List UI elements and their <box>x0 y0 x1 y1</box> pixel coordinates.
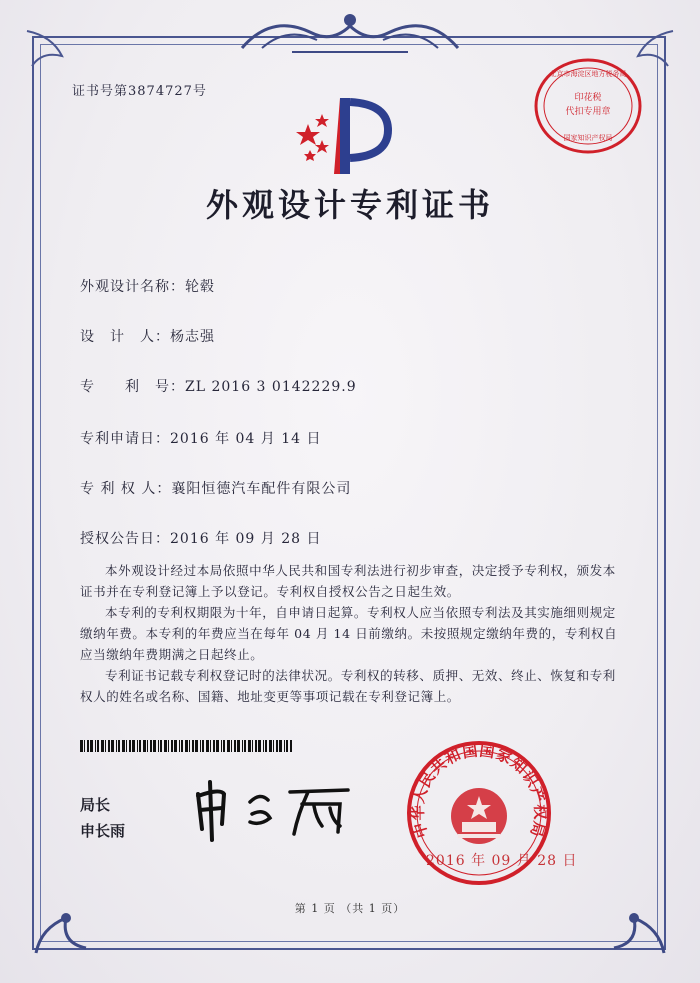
barcode-bar <box>95 740 96 752</box>
barcode-bar <box>286 740 288 752</box>
tax-stamp-seal-icon <box>532 56 644 156</box>
barcode-bar <box>223 740 225 752</box>
barcode-bar <box>158 740 159 752</box>
tax-stamp-ring-text: 北京市海淀区地方税务局 <box>549 70 627 78</box>
barcode-bar <box>87 740 89 752</box>
barcode-bar <box>216 740 219 752</box>
barcode-bar <box>269 740 272 752</box>
barcode-bar <box>129 740 131 752</box>
barcode-bar <box>185 740 188 752</box>
barcode-bar <box>122 740 125 752</box>
barcode-bar <box>147 740 148 752</box>
barcode-bar <box>153 740 156 752</box>
body-paragraph-2: 本专利的专利权期限为十年，自申请日起算。专利权人应当依照专利法及其实施细则规定缴纳年费。本专利的年费应当在每年 04 月 14 日前缴纳。未按照规定缴纳年费的，专利权自应当缴纳年费期满之日起终止。 <box>80 605 618 662</box>
barcode-bar <box>279 740 282 752</box>
body-paragraph-3: 专利证书记载专利权登记时的法律状况。专利权的转移、质押、无效、终止、恢复和专利权人的姓名或名称、国籍、地址变更等事项记载在专利登记簿上。 <box>80 668 616 704</box>
barcode-bar <box>90 740 93 752</box>
certificate-number: 证书号第3874727号 <box>72 84 207 99</box>
corner-ornament-icon <box>26 888 106 958</box>
tax-stamp-bottom-text: 国家知识产权局 <box>563 134 613 142</box>
certificate-body <box>80 560 620 707</box>
barcode-bar <box>164 740 167 752</box>
barcode-bar <box>265 740 267 752</box>
barcode-bar <box>290 740 292 752</box>
barcode-bar <box>195 740 198 752</box>
director-title: 局长 <box>80 796 111 814</box>
barcode-bar <box>160 740 162 752</box>
barcode-bar <box>213 740 215 752</box>
barcode-bar <box>150 740 152 752</box>
barcode-bar <box>80 740 83 752</box>
barcode-bar <box>139 740 141 752</box>
seal-ring-text: 中华人民共和国国家知识产权局 <box>408 741 550 840</box>
seal-date: 2016 年 09 月 28 日 <box>426 853 578 869</box>
barcode-bar <box>273 740 274 752</box>
barcode-bar <box>202 740 204 752</box>
patent-office-logo-icon <box>288 94 398 178</box>
barcode-bar <box>252 740 253 752</box>
barcode-bar <box>171 740 173 752</box>
barcode-bar <box>181 740 183 752</box>
barcode-bar <box>116 740 117 752</box>
barcode-bar <box>132 740 135 752</box>
barcode-bar <box>210 740 211 752</box>
page-indicator: 第 1 页 （共 1 页） <box>294 902 406 915</box>
tax-stamp-line2: 代扣专用章 <box>565 107 611 117</box>
barcode-bar <box>242 740 243 752</box>
barcode-bar <box>231 740 232 752</box>
barcode-bar <box>179 740 180 752</box>
barcode-icon <box>80 740 292 752</box>
barcode-bar <box>192 740 194 752</box>
barcode-bar <box>143 740 146 752</box>
barcode-bar <box>284 740 285 752</box>
barcode-bar <box>263 740 264 752</box>
barcode-bar <box>200 740 201 752</box>
barcode-bar <box>227 740 230 752</box>
patent-number-field: 专 利 号：ZL 2016 3 0142229.9 <box>80 379 357 395</box>
barcode-bar <box>111 740 114 752</box>
barcode-bar <box>248 740 251 752</box>
filing-date-field: 专利申请日：2016 年 04 月 14 日 <box>80 431 322 447</box>
design-name-field: 外观设计名称：轮毂 <box>80 279 215 295</box>
barcode-bar <box>206 740 209 752</box>
barcode-bar <box>108 740 110 752</box>
barcode-bar <box>126 740 127 752</box>
barcode-bar <box>137 740 138 752</box>
handwritten-signature-icon <box>190 774 360 844</box>
barcode-bar <box>118 740 120 752</box>
barcode-bar <box>258 740 261 752</box>
barcode-bar <box>237 740 240 752</box>
barcode-bar <box>255 740 257 752</box>
barcode-bar <box>174 740 177 752</box>
patentee-field: 专 利 权 人：襄阳恒德汽车配件有限公司 <box>80 481 352 497</box>
barcode-bar <box>244 740 246 752</box>
barcode-bar <box>97 740 99 752</box>
barcode-bar <box>276 740 278 752</box>
grant-date-field: 授权公告日：2016 年 09 月 28 日 <box>80 531 322 547</box>
top-ornament-icon <box>232 8 468 58</box>
barcode-bar <box>168 740 169 752</box>
barcode-bar <box>105 740 106 752</box>
barcode-bar <box>101 740 104 752</box>
certificate-title: 外观设计专利证书 <box>205 186 494 224</box>
barcode-bar <box>189 740 190 752</box>
barcode-bar <box>221 740 222 752</box>
corner-ornament-icon <box>594 888 674 958</box>
tax-stamp-line1: 印花税 <box>574 93 602 103</box>
barcode-bar <box>84 740 85 752</box>
barcode-bar <box>234 740 236 752</box>
director-name: 申长雨 <box>80 822 126 840</box>
designer-field: 设 计 人：杨志强 <box>80 329 215 345</box>
body-paragraph-1: 本外观设计经过本局依照中华人民共和国专利法进行初步审查，决定授予专利权，颁发本证书并在专利登记簿上予以登记。专利权自授权公告之日起生效。 <box>80 563 616 599</box>
